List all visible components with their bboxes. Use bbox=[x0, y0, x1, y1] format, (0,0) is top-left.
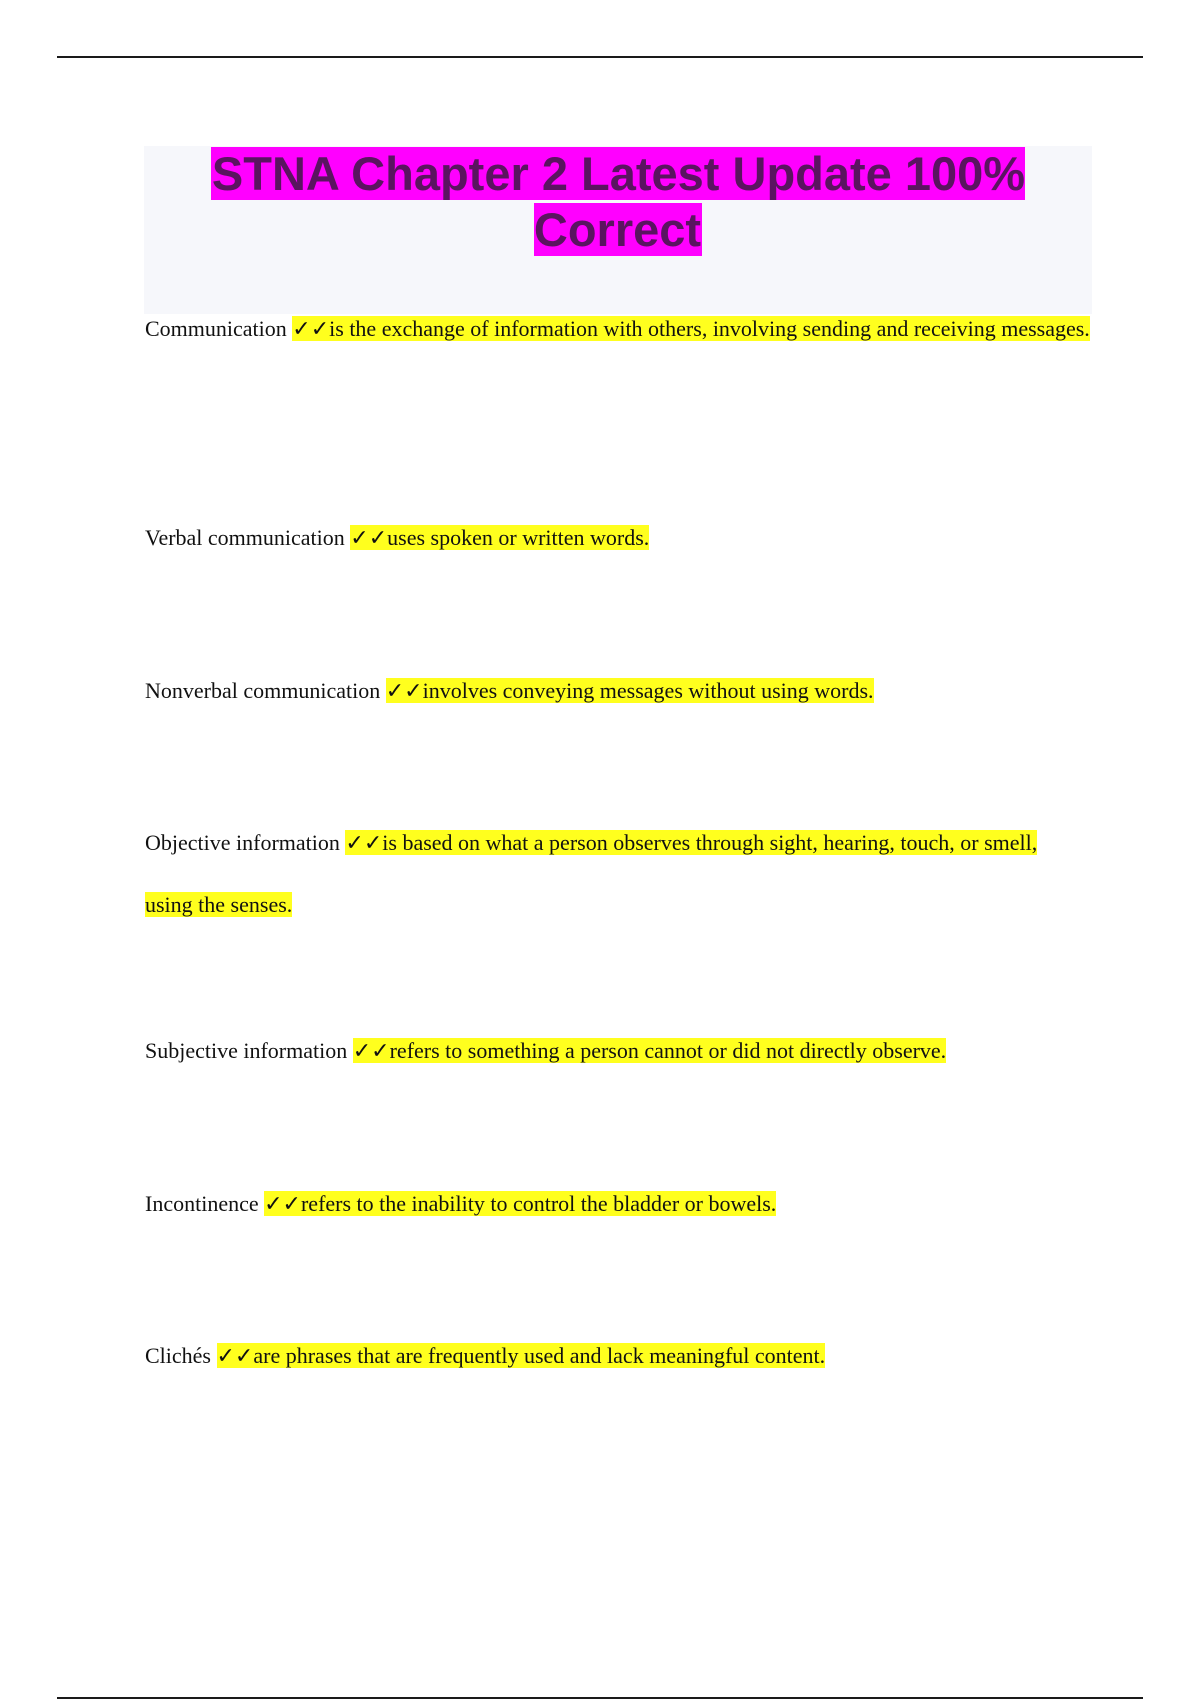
entry-definition bbox=[217, 1343, 826, 1368]
check-icon: ✓✓ bbox=[264, 1192, 301, 1217]
entry-definition bbox=[350, 525, 649, 550]
title-text: STNA Chapter 2 Latest Update 100% Correct bbox=[211, 147, 1026, 256]
entry-term: Subjective information bbox=[145, 1038, 348, 1063]
entry-term: Objective information bbox=[145, 830, 340, 855]
entry-definition bbox=[386, 678, 874, 703]
entry-definition-text: refers to the inability to control the bladder or bowels. bbox=[300, 1191, 777, 1216]
entry-term: Nonverbal communication bbox=[145, 678, 381, 703]
entry-definition-text: uses spoken or written words. bbox=[387, 525, 650, 550]
entry-definition-text: is based on what a person observes through sight, hearing, touch, or smell, using the senses. bbox=[145, 830, 1038, 917]
entry-subjective-information bbox=[145, 1020, 1090, 1082]
entry-term: Clichés bbox=[145, 1343, 211, 1368]
entry-incontinence bbox=[145, 1173, 1090, 1235]
entry-objective-information bbox=[145, 812, 1090, 935]
entry-term: Communication bbox=[145, 316, 287, 341]
entry-verbal-communication bbox=[145, 507, 1090, 569]
document-title bbox=[144, 146, 1092, 258]
bottom-rule bbox=[57, 1697, 1143, 1699]
check-icon: ✓✓ bbox=[345, 831, 383, 856]
entry-communication bbox=[145, 298, 1090, 360]
check-icon: ✓✓ bbox=[350, 526, 388, 551]
check-icon: ✓✓ bbox=[352, 1039, 390, 1064]
top-rule bbox=[57, 56, 1143, 58]
check-icon: ✓✓ bbox=[216, 1344, 254, 1369]
entry-definition-text: involves conveying messages without using words. bbox=[422, 678, 874, 703]
entry-definition-text: are phrases that are frequently used and lack meaningful content. bbox=[253, 1343, 826, 1368]
entry-definition bbox=[353, 1038, 946, 1063]
entry-nonverbal-communication bbox=[145, 660, 1090, 722]
entry-definition bbox=[264, 1191, 776, 1216]
entry-cliches bbox=[145, 1325, 1090, 1387]
entry-definition-text: is the exchange of information with others, involving sending and receiving messages. bbox=[329, 316, 1090, 341]
entry-term: Incontinence bbox=[145, 1191, 259, 1216]
entry-definition-text: refers to something a person cannot or did not directly observe. bbox=[389, 1038, 947, 1063]
check-icon: ✓✓ bbox=[292, 317, 330, 342]
check-icon: ✓✓ bbox=[385, 679, 423, 704]
entry-term: Verbal communication bbox=[145, 525, 345, 550]
entry-definition bbox=[292, 316, 1090, 341]
